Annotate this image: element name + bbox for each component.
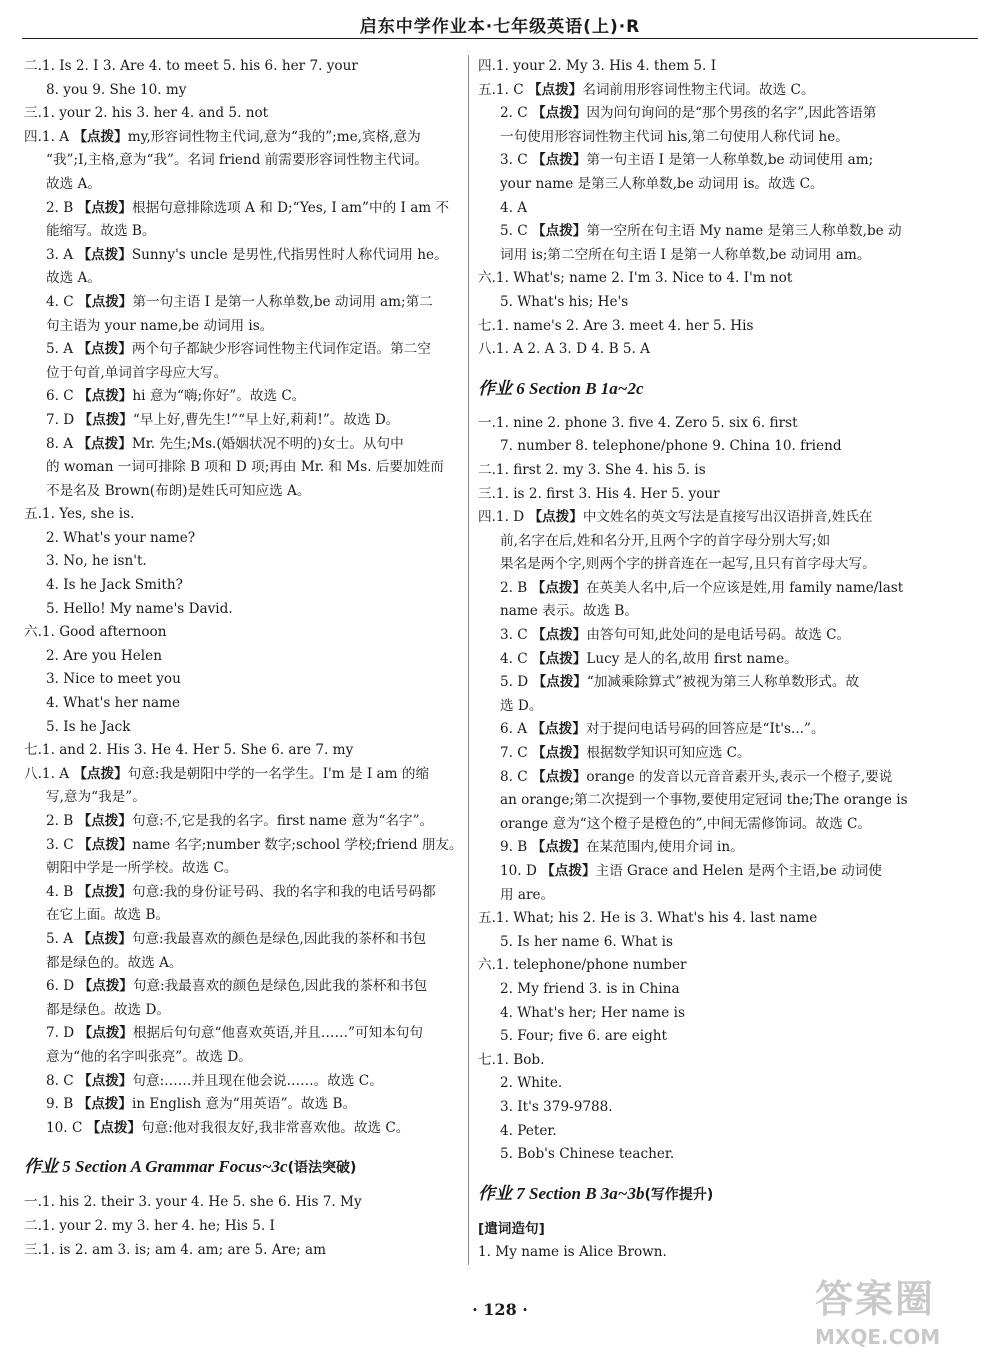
answer-line: 意为“他的名字叫张亮”。故选 D。: [46, 1048, 252, 1065]
answer-line: 10. C 【点拨】句意:他对我很友好,我非常喜欢他。故选 C。: [46, 1119, 410, 1136]
answer-line: 3. C 【点拨】第一句主语 I 是第一人称单数,be 动词使用 am;: [500, 152, 874, 169]
answer-line: 四.1. your 2. My 3. His 4. them 5. I: [478, 58, 717, 74]
assignment-heading-subtitle: (语法突破): [287, 1160, 357, 1177]
answer-line: 2. My friend 3. is in China: [500, 980, 680, 997]
assignment-heading-text: 作业 6 Section B 1a~2c: [478, 378, 644, 398]
answer-line: 的 woman 一词可排除 B 项和 D 项;再由 Mr. 和 Ms. 后要加姓而: [46, 459, 444, 476]
answer-line: 七.1. name's 2. Are 3. meet 4. her 5. His: [478, 317, 754, 334]
page-header: [22, 6, 978, 39]
answer-line: 五.1. Yes, she is.: [24, 506, 135, 523]
answer-line: 三.1. is 2. first 3. His 4. Her 5. your: [478, 485, 720, 502]
answer-line: 五.1. What; his 2. He is 3. What's his 4. last name: [478, 910, 818, 927]
hint-tag: 【点拨】: [77, 246, 132, 263]
section-label: [遣词造句]: [478, 1220, 545, 1237]
answer-line: 都是绿色。故选 D。: [46, 1001, 170, 1018]
answer-line: 2. B 【点拨】在英美人名中,后一个应该是姓,用 family name/last: [500, 579, 904, 596]
assignment-heading: [24, 1150, 464, 1185]
answer-column-left: [24, 55, 464, 1262]
answer-line: 八.1. A 2. A 3. D 4. B 5. A: [478, 341, 650, 358]
answer-line: 5. Is he Jack: [46, 718, 131, 735]
watermark-cn: 答案圈: [815, 1277, 936, 1321]
hint-tag: 【点拨】: [532, 223, 587, 240]
hint-tag: 【点拨】: [77, 199, 132, 216]
page-number: · 128 ·: [472, 1300, 528, 1319]
answer-line: 六.1. Good afternoon: [24, 624, 167, 641]
hint-tag: 【点拨】: [77, 813, 132, 829]
answer-line: 七.1. Bob.: [478, 1051, 545, 1068]
answer-line: 能缩写。故选 B。: [46, 223, 156, 240]
answer-line: 二.1. Is 2. I 3. Are 4. to meet 5. his 6. her 7. your: [24, 58, 358, 74]
answer-line: 2. B 【点拨】句意:不,它是我的名字。first name 意为“名字”。: [46, 813, 434, 829]
answer-line: 7. D 【点拨】根据后句句意“他喜欢英语,并且……”可知本句句: [46, 1025, 423, 1042]
answer-line: 一.1. nine 2. phone 3. five 4. Zero 5. six 6. first: [478, 414, 798, 431]
hint-tag: 【点拨】: [77, 435, 132, 452]
hint-tag: 【点拨】: [532, 674, 587, 691]
answer-line: 都是绿色的。故选 A。: [46, 954, 183, 971]
assignment-heading: [478, 372, 916, 406]
answer-line: 四.1. A 【点拨】my,形容词性物主代词,意为“我的”;me,宾格,意为: [24, 128, 421, 145]
hint-tag: 【点拨】: [78, 836, 133, 853]
answer-line: 八.1. A 【点拨】句意:我是朝阳中学的一名学生。I'm 是 I am 的缩: [24, 765, 430, 782]
answer-line: 6. D 【点拨】句意:我最喜欢的颜色是绿色,因此我的茶杯和书包: [46, 978, 428, 995]
hint-tag: 【点拨】: [78, 978, 133, 995]
answer-line: 5. What's his; He's: [500, 293, 629, 310]
hint-tag: 【点拨】: [78, 1025, 133, 1042]
hint-tag: 【点拨】: [532, 105, 587, 122]
answer-line: 3. C 【点拨】由答句可知,此处问的是电话号码。故选 C。: [500, 627, 851, 644]
answer-column-right: [478, 55, 916, 1265]
answer-line: 一.1. his 2. their 3. your 4. He 5. she 6. His 7. My: [24, 1194, 362, 1211]
answer-line: 果名是两个字,则两个字的拼音连在一起写,且只有首字母大写。: [500, 556, 876, 573]
answer-line: 七.1. and 2. His 3. He 4. Her 5. She 6. are 7. my: [24, 742, 354, 759]
answer-line: 7. C 【点拨】根据数学知识可知应选 C。: [500, 745, 751, 762]
answer-line: 4. C 【点拨】第一句主语 I 是第一人称单数,be 动词用 am;第二: [46, 293, 433, 310]
answer-line: 3. Nice to meet you: [46, 671, 181, 688]
answer-line: 五.1. C 【点拨】名词前用形容词性物主代词。故选 C。: [478, 81, 815, 98]
answer-line: 4. What's her; Her name is: [500, 1004, 685, 1021]
answer-line: 5. Hello! My name's David.: [46, 600, 233, 617]
answer-line: 4. What's her name: [46, 695, 181, 712]
hint-tag: 【点拨】: [527, 81, 583, 98]
answer-line: an orange;第二次提到一个事物,要使用定冠词 the;The orange is: [500, 792, 908, 809]
answer-line: 2. What's your name?: [46, 529, 196, 546]
answer-line: 8. C 【点拨】句意:……并且现在他会说……。故选 C。: [46, 1072, 383, 1089]
hint-tag: 【点拨】: [73, 765, 128, 782]
hint-tag: 【点拨】: [532, 650, 587, 667]
answer-line: 在它上面。故选 B。: [46, 907, 170, 924]
answer-line: 三.1. your 2. his 3. her 4. and 5. not: [24, 105, 269, 122]
answer-line: 5. Bob's Chinese teacher.: [500, 1146, 675, 1163]
hint-tag: 【点拨】: [78, 1072, 133, 1089]
answer-line: 六.1. What's; name 2. I'm 3. Nice to 4. I'm not: [478, 270, 793, 287]
hint-tag: 【点拨】: [532, 152, 587, 169]
hint-tag: 【点拨】: [78, 293, 133, 310]
answer-line: 8. you 9. She 10. my: [46, 81, 187, 98]
answer-line: 4. Peter.: [500, 1122, 557, 1139]
answer-line: 4. B 【点拨】句意:我的身份证号码、我的名字和我的电话号码都: [46, 883, 436, 900]
answer-line: 2. B 【点拨】根据句意排除选项 A 和 D;“Yes, I am”中的 I am 不: [46, 199, 450, 216]
answer-line: 5. Four; five 6. are eight: [500, 1028, 668, 1045]
answer-line: your name 是第三人称单数,be 动词用 is。故选 C。: [500, 175, 824, 192]
answer-line: 词用 is;第二空所在句主语 I 是第一人称单数,be 动词用 am。: [500, 246, 871, 263]
answer-line: 三.1. is 2. am 3. is; am 4. am; are 5. Are; am: [24, 1241, 326, 1258]
answer-line: 5. A 【点拨】句意:我最喜欢的颜色是绿色,因此我的茶杯和书包: [46, 930, 427, 947]
answer-line: 二.1. your 2. my 3. her 4. he; His 5. I: [24, 1217, 275, 1234]
answer-line: 写,意为“我是”。: [46, 789, 146, 806]
watermark-logo: [815, 1268, 985, 1349]
hint-tag: 【点拨】: [86, 1119, 142, 1136]
answer-line: 5. Is her name 6. What is: [500, 933, 673, 950]
answer-line: 四.1. D 【点拨】中文姓名的英文写法是直接写出汉语拼音,姓氏在: [478, 509, 873, 526]
answer-line: 10. D 【点拨】主语 Grace and Helen 是两个主语,be 动词使: [500, 863, 882, 879]
hint-tag: 【点拨】: [77, 883, 132, 900]
column-divider: [468, 55, 469, 1265]
assignment-heading-text: 作业 5 Section A Grammar Focus~3c: [24, 1157, 288, 1177]
answer-line: 6. C 【点拨】hi 意为“嗨;你好”。故选 C。: [46, 388, 306, 405]
answer-line: 4. Is he Jack Smith?: [46, 577, 183, 594]
hint-tag: 【点拨】: [531, 721, 586, 738]
hint-tag: 【点拨】: [77, 341, 132, 358]
hint-tag: 【点拨】: [531, 579, 586, 596]
answer-line: 9. B 【点拨】in English 意为“用英语”。故选 B。: [46, 1096, 357, 1113]
answer-line: 4. C 【点拨】Lucy 是人的名,故用 first name。: [500, 650, 798, 667]
answer-line: 朝阳中学是一所学校。故选 C。: [46, 860, 238, 877]
hint-tag: 【点拨】: [528, 509, 583, 526]
answer-line: 1. My name is Alice Brown.: [478, 1244, 667, 1261]
answer-line: 8. C 【点拨】orange 的发音以元音音素开头,表示一个橙子,要说: [500, 768, 893, 785]
hint-tag: 【点拨】: [532, 627, 587, 644]
answer-line: 不是名及 Brown(布朗)是姓氏可知应选 A。: [46, 482, 311, 499]
page-header-title: 启东中学作业本·七年级英语(上)·R: [359, 17, 641, 37]
answer-line: 故选 A。: [46, 175, 101, 192]
hint-tag: 【点拨】: [73, 128, 128, 145]
answer-line: 3. No, he isn't.: [46, 553, 147, 570]
answer-line: orange 意为“这个橙子是橙色的”,中间无需修饰词。故选 C。: [500, 815, 872, 832]
hint-tag: 【点拨】: [78, 411, 133, 428]
answer-line: 8. A 【点拨】Mr. 先生;Ms.(婚姻状况不明的)女士。从句中: [46, 435, 404, 452]
watermark-en: MXQE.COM: [815, 1325, 941, 1349]
answer-line: 句主语为 your name,be 动词用 is。: [46, 317, 274, 334]
answer-line: 7. D 【点拨】“早上好,曹先生!”“早上好,莉莉!”。故选 D。: [46, 411, 400, 428]
answer-line: 2. Are you Helen: [46, 647, 162, 664]
answer-line: 5. A 【点拨】两个句子都缺少形容词性物主代词作定语。第二空: [46, 341, 431, 358]
answer-line: 六.1. telephone/phone number: [478, 957, 687, 974]
answer-line: 7. number 8. telephone/phone 9. China 10. friend: [500, 438, 842, 455]
answer-line: 一句使用形容词性物主代词 his,第二句使用人称代词 he。: [500, 128, 849, 145]
hint-tag: 【点拨】: [78, 388, 133, 405]
assignment-heading: [478, 1177, 916, 1212]
answer-line: 3. A 【点拨】Sunny's uncle 是男性,代指男性时人称代词用 he。: [46, 246, 448, 263]
answer-line: “我”;I,主格,意为“我”。名词 friend 前需要形容词性物主代词。: [46, 152, 428, 169]
answer-line: 6. A 【点拨】对于提问电话号码的回答应是“It's...”。: [500, 721, 825, 738]
hint-tag: 【点拨】: [77, 1096, 132, 1113]
answer-line: 用 are。: [500, 886, 555, 903]
hint-tag: 【点拨】: [532, 745, 587, 762]
answer-line: 故选 A。: [46, 270, 101, 287]
hint-tag: 【点拨】: [532, 768, 587, 785]
answer-line: 4. A: [500, 199, 528, 216]
answer-line: 3. It's 379-9788.: [500, 1098, 613, 1115]
assignment-heading-text: 作业 7 Section B 3a~3b: [478, 1183, 645, 1203]
answer-line: 9. B 【点拨】在某范围内,使用介词 in。: [500, 839, 744, 856]
hint-tag: 【点拨】: [541, 863, 596, 879]
answer-line: 前,名字在后,姓和名分开,且两个字的首字母分别大写;如: [500, 532, 831, 549]
answer-line: 二.1. first 2. my 3. She 4. his 5. is: [478, 461, 706, 478]
answer-line: 5. D 【点拨】“加减乘除算式”被视为第三人称单数形式。故: [500, 674, 860, 691]
assignment-heading-subtitle: (写作提升): [644, 1186, 714, 1203]
answer-line: name 表示。故选 B。: [500, 603, 638, 620]
answer-line: 选 D。: [500, 697, 543, 714]
hint-tag: 【点拨】: [77, 930, 132, 947]
answer-line: 位于句首,单词首字母应大写。: [46, 364, 228, 381]
answer-line: 3. C 【点拨】name 名字;number 数字;school 学校;friend 朋友。: [46, 836, 463, 853]
answer-line: 2. C 【点拨】因为问句询问的是“那个男孩的名字”,因此答语第: [500, 105, 877, 122]
hint-tag: 【点拨】: [531, 839, 586, 856]
answer-line: 2. White.: [500, 1075, 563, 1092]
answer-line: 5. C 【点拨】第一空所在句主语 My name 是第三人称单数,be 动: [500, 223, 902, 240]
